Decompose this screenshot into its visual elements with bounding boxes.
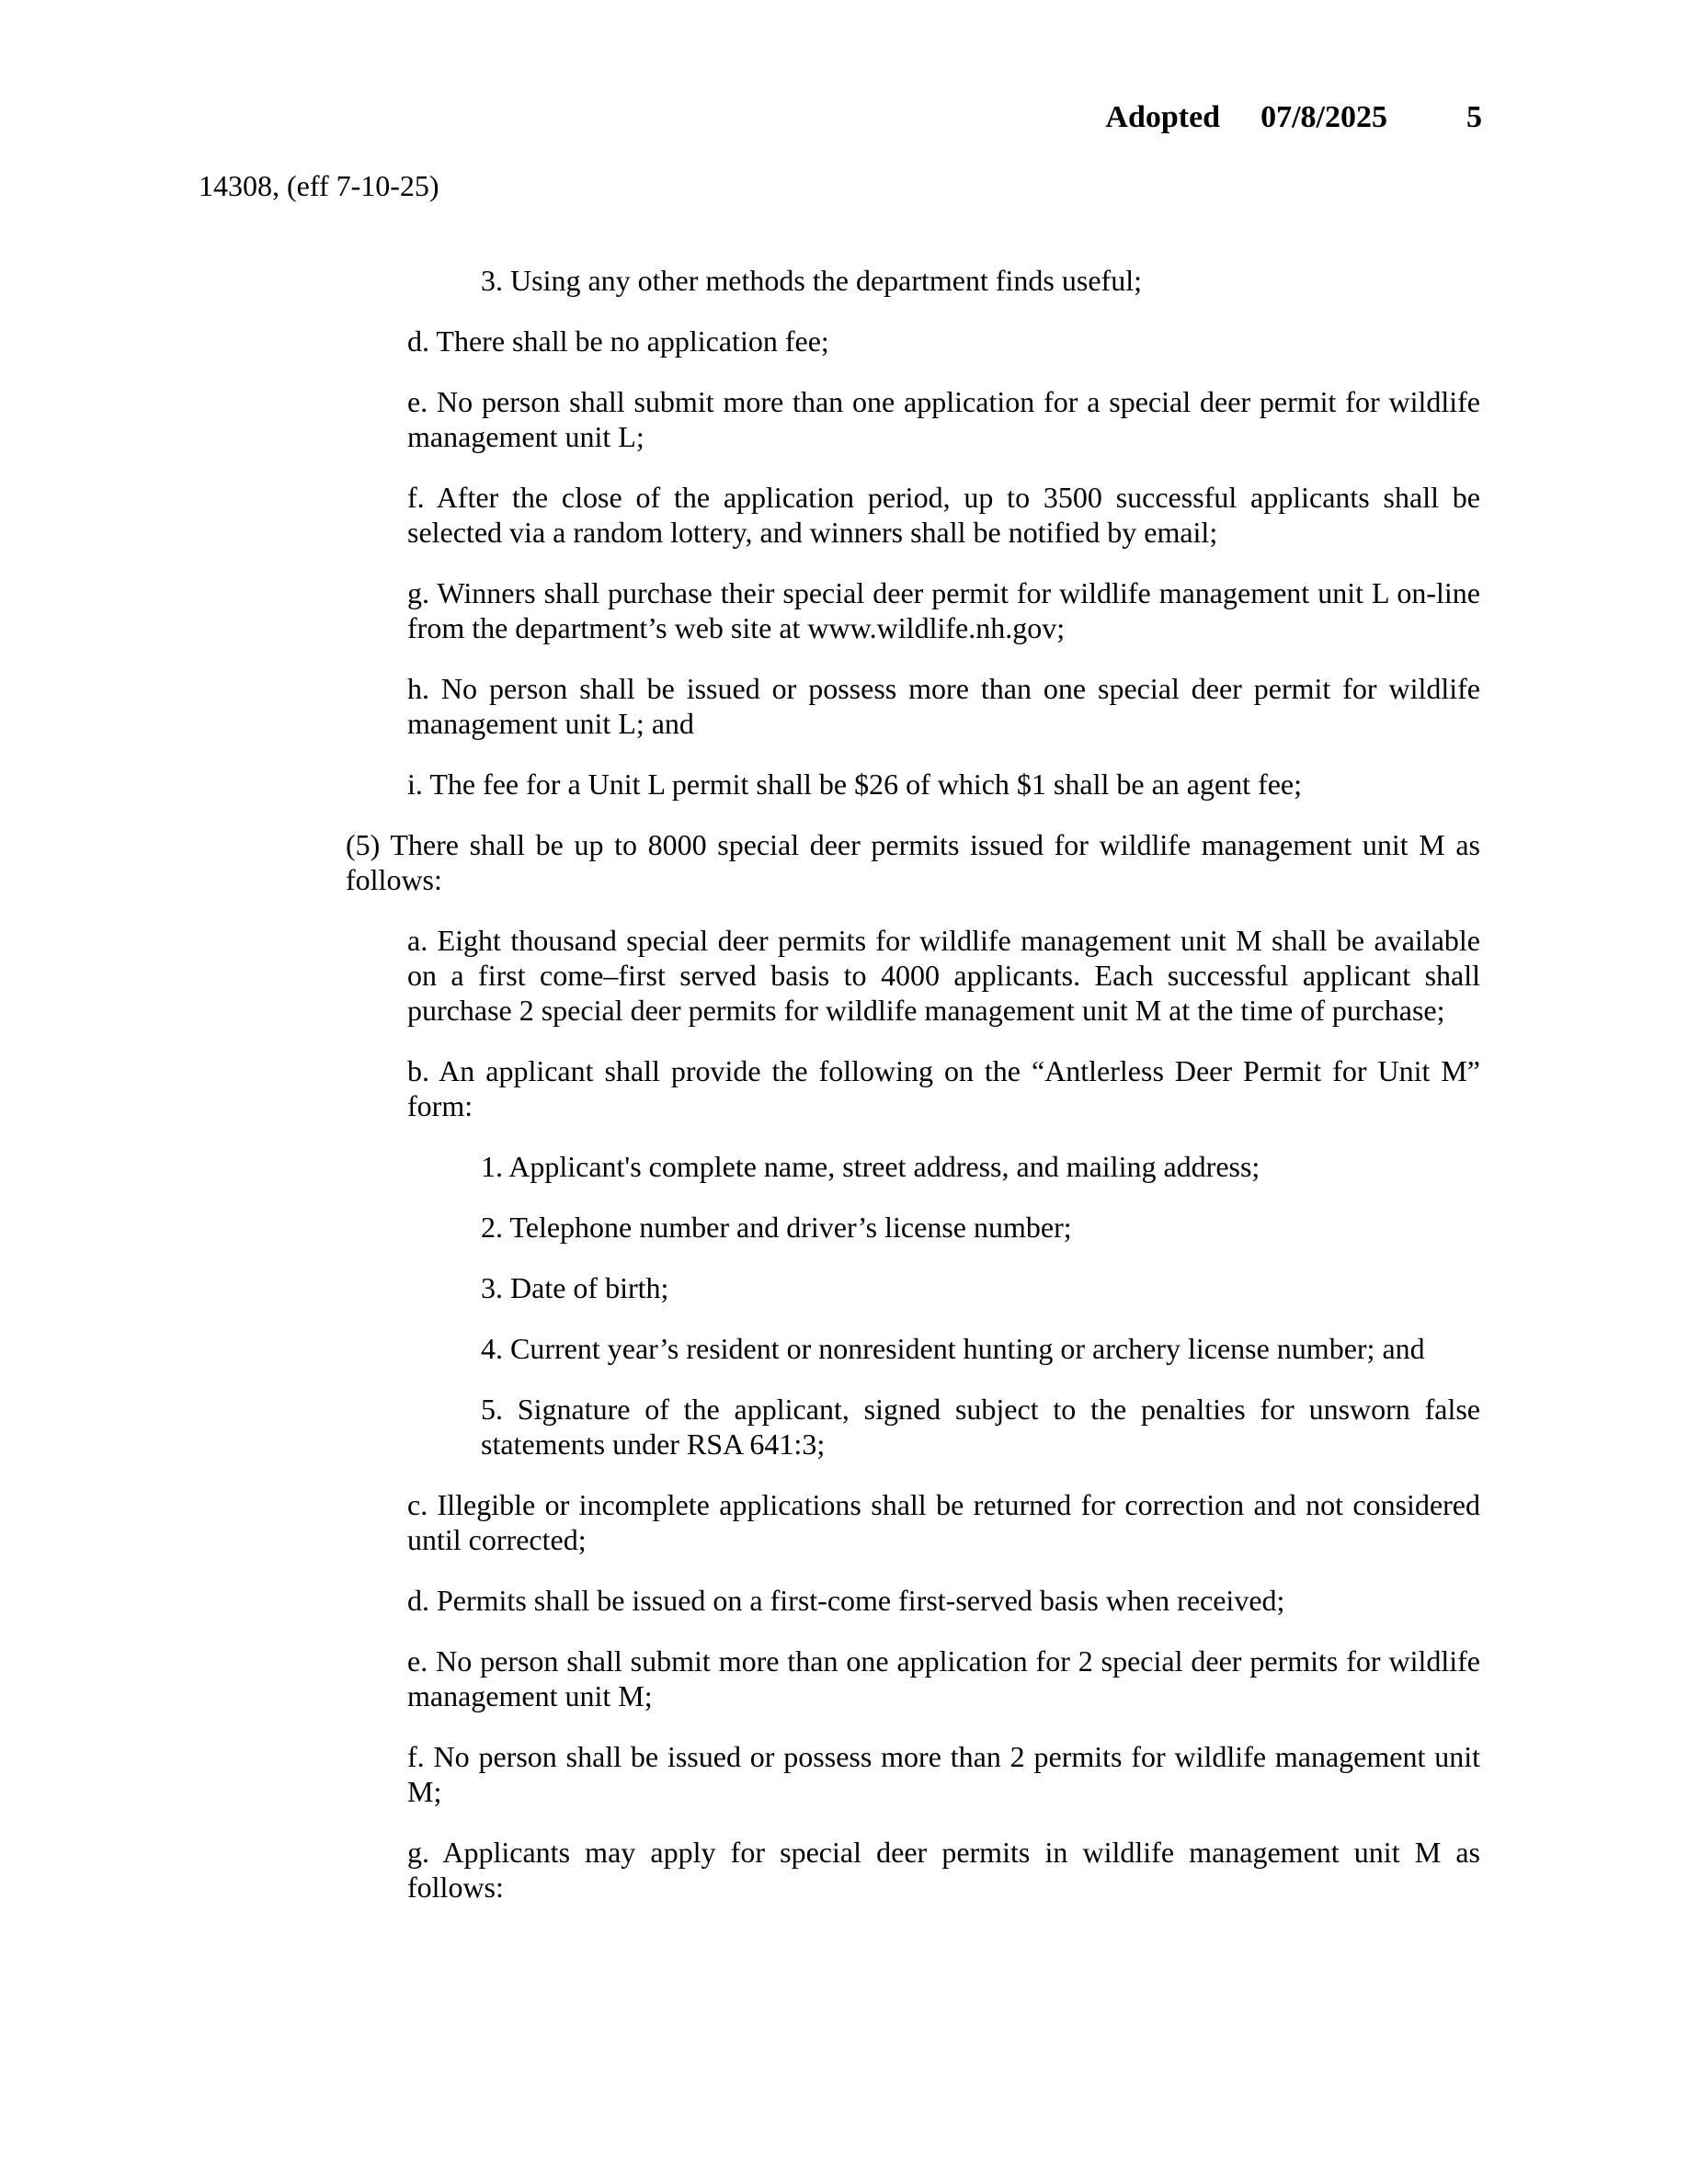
list-item: a. Eight thousand special deer permits for wildlife management unit M shall be available on a first come–first served basis to 4000 applicants. Each successful applicant shall purchase 2 special deer permits for wildlife management unit M at the time of purchase; <box>407 924 1480 1027</box>
list-item: g. Winners shall purchase their special deer permit for wildlife management unit L on-line from the department’s web site at www.wildlife.nh.gov; <box>407 576 1480 644</box>
section-paragraph: (5) There shall be up to 8000 special deer permits issued for wildlife management unit M as follows: <box>346 828 1480 896</box>
list-item: 3. Date of birth; <box>481 1271 669 1304</box>
adopted-date: 07/8/2025 <box>1260 100 1387 134</box>
list-item: 2. Telephone number and driver’s license number; <box>481 1211 1072 1244</box>
list-item: 4. Current year’s resident or nonresident hunting or archery license number; and <box>481 1332 1425 1365</box>
page-header <box>1105 99 1482 136</box>
list-item: c. Illegible or incomplete applications shall be returned for correction and not considered until corrected; <box>407 1488 1480 1556</box>
document-reference: 14308, (eff 7-10-25) <box>199 169 439 202</box>
list-item: e. No person shall submit more than one application for 2 special deer permits for wildlife management unit M; <box>407 1644 1480 1712</box>
list-item: b. An applicant shall provide the following on the “Antlerless Deer Permit for Unit M” form: <box>407 1054 1480 1122</box>
list-item: e. No person shall submit more than one application for a special deer permit for wildlife management unit L; <box>407 385 1480 453</box>
list-item: f. After the close of the application period, up to 3500 successful applicants shall be selected via a random lottery, and winners shall be notified by email; <box>407 481 1480 549</box>
list-item: 5. Signature of the applicant, signed subject to the penalties for unsworn false statements under RSA 641:3; <box>481 1393 1480 1461</box>
list-item: 1. Applicant's complete name, street address, and mailing address; <box>481 1150 1260 1183</box>
list-item: i. The fee for a Unit L permit shall be $26 of which $1 shall be an agent fee; <box>407 768 1303 801</box>
list-item: d. There shall be no application fee; <box>407 324 829 358</box>
list-item: f. No person shall be issued or possess more than 2 permits for wildlife management unit M; <box>407 1740 1480 1808</box>
list-item: h. No person shall be issued or possess more than one special deer permit for wildlife management unit L; and <box>407 672 1480 740</box>
page-number: 5 <box>1466 100 1482 134</box>
adopted-label: Adopted <box>1105 100 1221 134</box>
list-item: g. Applicants may apply for special deer permits in wildlife management unit M as follows: <box>407 1836 1480 1904</box>
document-body <box>0 263 1688 1905</box>
list-item: 3. Using any other methods the department finds useful; <box>481 264 1142 297</box>
list-item: d. Permits shall be issued on a first-come first-served basis when received; <box>407 1584 1285 1617</box>
